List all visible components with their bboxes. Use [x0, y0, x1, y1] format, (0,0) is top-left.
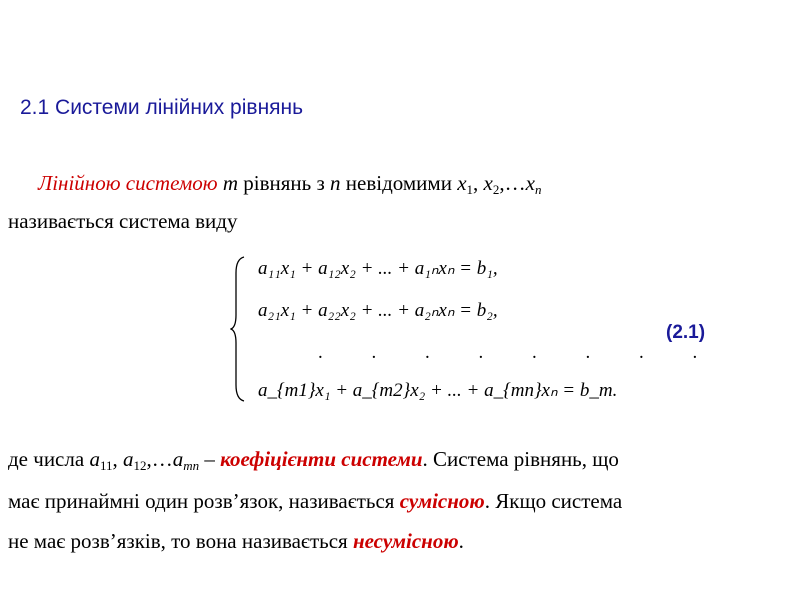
section-title: 2.1 Системи лінійних рівнянь [20, 96, 304, 119]
equation-1: a₁₁x₁ + a₁₂x₂ + ... + a₁ₙxₙ = b₁, [258, 258, 498, 279]
para2-text-5: не має розв’язків, то вона називається [8, 529, 353, 553]
sub-1: 1 [466, 182, 474, 197]
sub-n: n [534, 182, 542, 197]
equation-dots-row: . . . . . . . . [318, 342, 720, 363]
para2-line-3 [8, 530, 792, 552]
sub-12: 12 [133, 458, 147, 473]
sub-mn: mn [183, 458, 200, 473]
sep-1: , [473, 171, 484, 195]
var-m: m [222, 171, 239, 195]
para2-line-1 [8, 447, 792, 473]
sub-2: 2 [492, 182, 500, 197]
para2-text-3: має принаймні один розв’язок, називається [8, 489, 400, 513]
var-n: n [330, 171, 341, 195]
var-xn: x [525, 171, 535, 195]
var-a12: a [122, 447, 134, 471]
intro-line-2: називається система виду [8, 209, 238, 233]
equation-m: a_{m1}x₁ + a_{m2}x₂ + ... + a_{mn}xₙ = b_m. [258, 380, 618, 401]
equation-number: (2.1) [666, 322, 706, 343]
term-inconsistent: несумісною [352, 529, 459, 553]
term-linear-system: Лінійною системою [38, 171, 218, 195]
var-amn: a [172, 447, 184, 471]
var-x1: x [457, 171, 467, 195]
para2-text-6: . [458, 529, 464, 553]
para2-text-4: . Якщо система [484, 489, 623, 513]
intro-text-2: невідомими [340, 171, 458, 195]
var-a11: a [89, 447, 100, 471]
para2-text-1: де числа [8, 447, 90, 471]
para2-sep-1: , [112, 447, 123, 471]
term-consistent: сумісною [399, 489, 485, 513]
intro-text-1: рівнянь з [238, 171, 331, 195]
sep-2: ,… [499, 171, 526, 195]
term-coefficients: коефіцієнти системи [220, 447, 423, 471]
var-x2: x [483, 171, 493, 195]
intro-line-1 [38, 171, 800, 197]
sub-11: 11 [99, 458, 113, 473]
para2-line-2 [8, 490, 792, 512]
system-brace [230, 255, 246, 403]
para2-text-2: . Система рівнянь, що [422, 447, 619, 471]
para2-dash: – [199, 447, 221, 471]
para2-sep-2: ,… [146, 447, 173, 471]
equation-2: a₂₁x₁ + a₂₂x₂ + ... + a₂ₙxₙ = b₂, [258, 300, 498, 321]
